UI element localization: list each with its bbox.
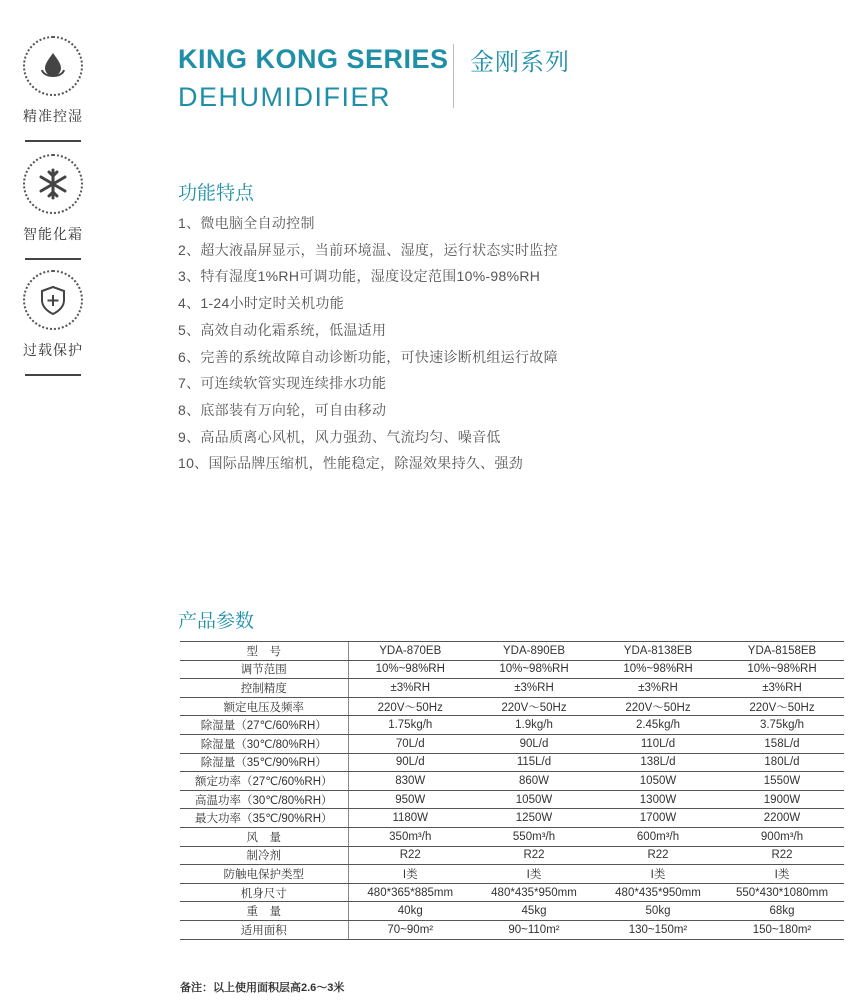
param-label: 最大功率（35℃/90%RH） <box>180 809 348 828</box>
table-row <box>180 920 844 939</box>
table-row <box>180 716 844 735</box>
param-value: 600m³/h <box>596 827 720 846</box>
param-label: 机身尺寸 <box>180 883 348 902</box>
param-value: 2.45kg/h <box>596 716 720 735</box>
feature-badge-defrost <box>22 154 84 260</box>
features-title: 功能特点 <box>178 183 255 204</box>
param-value: 115L/d <box>472 753 596 772</box>
param-value: YDA-8138EB <box>596 642 720 661</box>
divider <box>25 258 81 260</box>
param-label: 制冷剂 <box>180 846 348 865</box>
param-label: 风 量 <box>180 827 348 846</box>
param-value: 10%~98%RH <box>596 660 720 679</box>
param-value: 50kg <box>596 902 720 921</box>
param-value: 45kg <box>472 902 596 921</box>
param-value: ±3%RH <box>472 679 596 698</box>
param-value: 2200W <box>720 809 844 828</box>
header-divider <box>453 44 454 108</box>
param-value: I类 <box>472 865 596 884</box>
param-value: 10%~98%RH <box>720 660 844 679</box>
params-title: 产品参数 <box>178 611 255 632</box>
table-row <box>180 809 844 828</box>
param-value: 220V～50Hz <box>720 697 844 716</box>
table-row <box>180 697 844 716</box>
param-value: 1.75kg/h <box>348 716 472 735</box>
table-row <box>180 902 844 921</box>
param-value: 90L/d <box>348 753 472 772</box>
shield-plus-icon <box>23 270 83 330</box>
param-value: 70L/d <box>348 734 472 753</box>
param-value: 90~110m² <box>472 920 596 939</box>
table-row <box>180 642 844 661</box>
param-value: ±3%RH <box>720 679 844 698</box>
param-value: 350m³/h <box>348 827 472 846</box>
param-value: 1300W <box>596 790 720 809</box>
param-value: ±3%RH <box>596 679 720 698</box>
param-value: 550*430*1080mm <box>720 883 844 902</box>
param-value: R22 <box>472 846 596 865</box>
feature-item: 7、可连续软管实现连续排水功能 <box>178 375 387 392</box>
param-value: 158L/d <box>720 734 844 753</box>
param-label: 适用面积 <box>180 920 348 939</box>
sidebar-item-label: 过载保护 <box>23 342 83 358</box>
param-value: 550m³/h <box>472 827 596 846</box>
param-label: 控制精度 <box>180 679 348 698</box>
param-label: 调节范围 <box>180 660 348 679</box>
water-drop-icon <box>23 36 83 96</box>
param-value: 10%~98%RH <box>348 660 472 679</box>
param-value: 1250W <box>472 809 596 828</box>
table-row <box>180 679 844 698</box>
param-value: YDA-870EB <box>348 642 472 661</box>
param-value: 480*435*950mm <box>472 883 596 902</box>
sidebar-item-label: 精准控湿 <box>23 108 83 124</box>
product-title-en: DEHUMIDIFIER <box>178 82 391 112</box>
table-row <box>180 827 844 846</box>
param-label: 额定电压及频率 <box>180 697 348 716</box>
param-value: I类 <box>596 865 720 884</box>
param-value: 3.75kg/h <box>720 716 844 735</box>
param-label: 额定功率（27℃/60%RH） <box>180 772 348 791</box>
table-row <box>180 753 844 772</box>
param-value: 90L/d <box>472 734 596 753</box>
param-value: 130~150m² <box>596 920 720 939</box>
table-row <box>180 660 844 679</box>
param-value: 480*365*885mm <box>348 883 472 902</box>
param-label: 型 号 <box>180 642 348 661</box>
sidebar-item-label: 智能化霜 <box>23 226 83 242</box>
param-value: 1550W <box>720 772 844 791</box>
param-label: 除湿量（35℃/90%RH） <box>180 753 348 772</box>
table-row <box>180 846 844 865</box>
param-value: 68kg <box>720 902 844 921</box>
footnote: 备注：以上使用面积层高2.6～3米 <box>180 982 345 994</box>
feature-item: 5、高效自动化霜系统，低温适用 <box>178 321 387 338</box>
param-value: 180L/d <box>720 753 844 772</box>
feature-item: 4、1-24小时定时关机功能 <box>178 295 345 312</box>
param-value: 1700W <box>596 809 720 828</box>
param-value: 1.9kg/h <box>472 716 596 735</box>
param-value: 1180W <box>348 809 472 828</box>
param-value: 1900W <box>720 790 844 809</box>
param-value: 70~90m² <box>348 920 472 939</box>
feature-item: 3、特有湿度1%RH可调功能，湿度设定范围10%-98%RH <box>178 268 541 285</box>
param-value: 1050W <box>472 790 596 809</box>
param-value: 220V～50Hz <box>472 697 596 716</box>
features-list <box>178 210 558 477</box>
param-label: 除湿量（27℃/60%RH） <box>180 716 348 735</box>
divider <box>25 140 81 142</box>
param-label: 除湿量（30℃/80%RH） <box>180 734 348 753</box>
param-value: R22 <box>720 846 844 865</box>
param-value: YDA-8158EB <box>720 642 844 661</box>
snowflake-icon <box>23 154 83 214</box>
param-value: YDA-890EB <box>472 642 596 661</box>
param-value: 830W <box>348 772 472 791</box>
table-row <box>180 772 844 791</box>
feature-badge-humidity <box>22 36 84 142</box>
series-title-en: KING KONG SERIES <box>178 44 449 74</box>
param-value: R22 <box>596 846 720 865</box>
param-label: 防触电保护类型 <box>180 865 348 884</box>
feature-item: 8、底部装有万向轮，可自由移动 <box>178 401 387 418</box>
param-value: 220V～50Hz <box>596 697 720 716</box>
table-row <box>180 734 844 753</box>
param-value: 900m³/h <box>720 827 844 846</box>
feature-item: 9、高品质离心风机，风力强劲、气流均匀、噪音低 <box>178 428 501 445</box>
feature-item: 1、微电脑全自动控制 <box>178 215 315 231</box>
feature-badge-overload <box>22 270 84 376</box>
param-value: 150~180m² <box>720 920 844 939</box>
param-value: 860W <box>472 772 596 791</box>
table-row <box>180 883 844 902</box>
param-value: ±3%RH <box>348 679 472 698</box>
param-value: I类 <box>720 865 844 884</box>
param-value: 1050W <box>596 772 720 791</box>
feature-item: 2、超大液晶屏显示，当前环境温、湿度，运行状态实时监控 <box>178 241 558 258</box>
param-value: 10%~98%RH <box>472 660 596 679</box>
param-value: R22 <box>348 846 472 865</box>
series-title-cn: 金刚系列 <box>470 49 570 76</box>
table-row <box>180 790 844 809</box>
param-label: 高温功率（30℃/80%RH） <box>180 790 348 809</box>
param-value: 110L/d <box>596 734 720 753</box>
param-value: 220V～50Hz <box>348 697 472 716</box>
spec-table <box>180 641 844 940</box>
divider <box>25 374 81 376</box>
param-value: 138L/d <box>596 753 720 772</box>
param-value: 950W <box>348 790 472 809</box>
param-label: 重 量 <box>180 902 348 921</box>
param-value: I类 <box>348 865 472 884</box>
feature-item: 6、完善的系统故障自动诊断功能，可快速诊断机组运行故障 <box>178 348 558 365</box>
feature-item: 10、国际品牌压缩机，性能稳定，除湿效果持久、强劲 <box>178 455 524 472</box>
param-value: 40kg <box>348 902 472 921</box>
param-value: 480*435*950mm <box>596 883 720 902</box>
table-row <box>180 865 844 884</box>
